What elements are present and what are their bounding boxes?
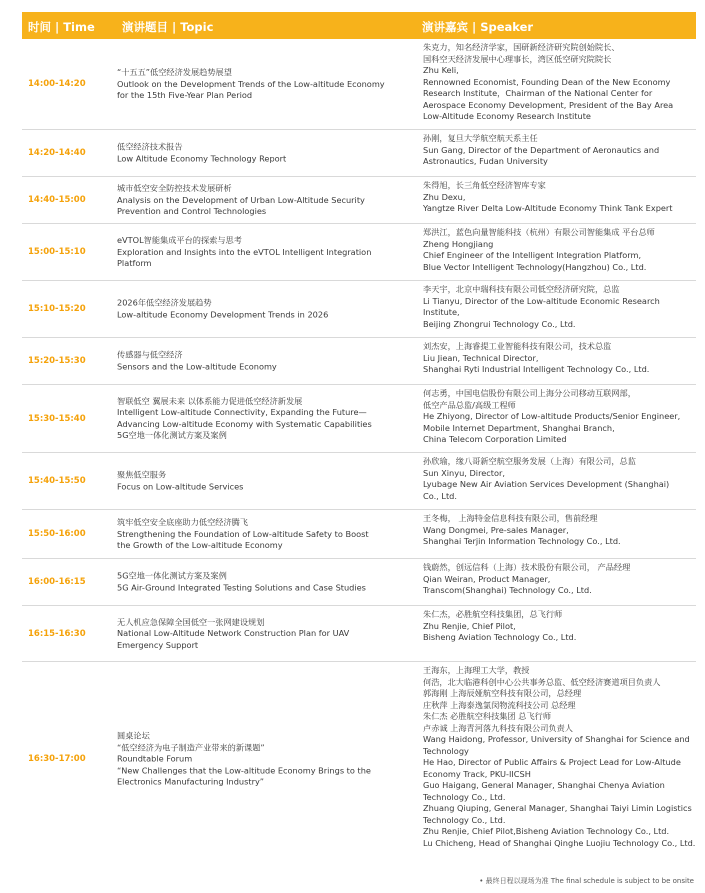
row-speaker-text: 朱仁杰，必胜航空科技集团，总飞行师 Zhu Renjie, Chief Pilot, Bisheng Aviation Technology Co., Ltd.: [423, 609, 577, 642]
row-speaker-text: 刘杰安，上海睿提工业智能科技有限公司，技术总监 Liu Jiean, Technical Director, Shanghai Ryti Industrial Intelligent Technology Co., Ltd.: [423, 341, 650, 374]
row-topic-text: 筑牢低空安全底座助力低空经济腾飞 Strengthening the Foundation of Low-altitude Safety to Boost the Growth of the Low-altitude Economy: [117, 516, 369, 550]
row-time: 15:20-15:30: [28, 356, 86, 366]
row-topic: [117, 142, 402, 165]
row-topic: [117, 616, 402, 651]
row-time: 15:00-15:10: [28, 247, 86, 257]
row-topic-text: 低空经济技术报告 Low Altitude Economy Technology Report: [117, 141, 287, 163]
row-speaker: [423, 456, 698, 502]
agenda-table: [22, 39, 696, 856]
row-topic-text: 城市低空安全防控技术发展研析 Analysis on the Development of Urban Low-Altitude Security Prevention and Control Technologies: [117, 182, 365, 216]
header-topic: 演讲题目 | Topic: [122, 20, 214, 34]
row-time: 15:10-15:20: [28, 304, 86, 314]
agenda-row: [22, 39, 696, 130]
row-topic-text: 智联低空 翼展未来 以体系能力促进低空经济新发展 Intelligent Low-altitude Connectivity, Expanding the Future— Advancing Low-altitude Economy with Systematic Capabilities 5G空地一体化测试方案及案例: [117, 395, 372, 440]
agenda-row: [22, 130, 696, 177]
row-speaker: [423, 665, 698, 849]
row-speaker-text: 郑洪江，蓝色向量智能科技（杭州）有限公司智能集成 平台总师 Zheng Hongjiang Chief Engineer of the Intelligent Integration Platform, Blue Vector Intelligent Technology(Hangzhou) Co., Ltd.: [423, 227, 655, 272]
agenda-row: [22, 224, 696, 281]
row-topic-text: 聚焦低空服务 Focus on Low-altitude Services: [117, 469, 244, 491]
table-header: [22, 12, 696, 39]
row-speaker-text: 钱蔚然，创远信科（上海）技术股份有限公司， 产品经理 Qian Weiran, Product Manager, Transcom(Shanghai) Technology Co., Ltd.: [423, 562, 631, 595]
row-speaker: [423, 42, 698, 123]
agenda-row: [22, 662, 696, 856]
agenda-row: [22, 510, 696, 559]
row-speaker-text: 朱得旭，长三角低空经济智库专家 Zhu Dexu, Yangtze River Delta Low-Altitude Economy Think Tank Expert: [423, 180, 673, 213]
row-speaker: [423, 513, 698, 548]
row-speaker: [423, 180, 698, 215]
agenda-row: [22, 177, 696, 224]
row-topic-text: “十五五”低空经济发展趋势展望 Outlook on the Development Trends of the Low-altitude Economy for the 15th Five-Year Plan Period: [117, 66, 385, 100]
row-time: 14:20-14:40: [28, 148, 86, 158]
agenda-row: [22, 453, 696, 510]
row-speaker-text: 王冬梅， 上海特金信息科技有限公司，售前经理 Wang Dongmei, Pre-sales Manager, Shanghai Terjin Information Technology Co., Ltd.: [423, 513, 621, 546]
agenda-row: [22, 338, 696, 385]
row-speaker: [423, 133, 698, 168]
header-speaker: 演讲嘉宾 | Speaker: [422, 20, 534, 34]
row-time: 14:00-14:20: [28, 79, 86, 89]
row-topic: [117, 730, 402, 788]
row-time: 16:15-16:30: [28, 628, 86, 639]
row-speaker-text: 孙欣瑜，缘八哥新空航空服务发展（上海）有限公司，总监 Sun Xinyu, Director, Lyubage New Air Aviation Services Development (Shanghai) Co., Ltd.: [423, 456, 670, 501]
row-topic: [117, 235, 402, 270]
agenda-row: [22, 559, 696, 606]
row-time: 16:30-17:00: [28, 754, 86, 764]
row-speaker: [423, 388, 698, 446]
row-topic-text: 圆桌论坛 “低空经济为电子制造产业带来的新课题” Roundtable Forum “New Challenges that the Low-altitude Economy Brings to the Electronics Manufacturing Industry”: [117, 730, 371, 787]
agenda-row: [22, 606, 696, 662]
row-topic: [117, 183, 402, 218]
row-topic-text: eVTOL智能集成平台的探索与思考 Exploration and Insights into the eVTOL Intelligent Integration Platform: [117, 234, 372, 268]
row-time: 14:40-15:00: [28, 195, 86, 205]
row-topic: [117, 517, 402, 552]
agenda-row: [22, 385, 696, 453]
row-time: 15:30-15:40: [28, 413, 86, 424]
row-topic: [117, 350, 402, 373]
row-topic: [117, 470, 402, 493]
row-topic-text: 5G空地一体化测试方案及案例 5G Air-Ground Integrated Testing Solutions and Case Studies: [117, 570, 366, 592]
row-speaker-text: 何志勇，中国电信股份有限公司上海分公司移动互联网部， 低空产品总监/高级工程师 He Zhiyong, Director of Low-altitude Products/Senior Engineer, Mobile Internet Department, Shanghai Branch, China Telecom Corporation Limited: [423, 388, 681, 444]
row-topic: [117, 396, 402, 442]
row-time: 15:40-15:50: [28, 476, 86, 486]
row-speaker-text: 朱克力，知名经济学家，国研新经济研究院创始院长、 国科空天经济发展中心理事长，湾区低空研究院院长 Zhu Keli, Rennowned Economist, Founding Dean of the New Economy Research Institute，Chairman of the National Center for Aerospace Economy Development, President of the Bay Area Low-Altitude Economy Research Institute: [423, 42, 674, 121]
row-speaker: [423, 609, 698, 644]
row-speaker-text: 李天宇，北京中瑞科技有限公司低空经济研究院，总监 Li Tianyu, Director of the Low-altitude Economic Research Institute, Beijing Zhongrui Technology Co., Ltd.: [423, 284, 660, 329]
row-topic-text: 2026年低空经济发展趋势 Low-altitude Economy Development Trends in 2026: [117, 297, 329, 319]
footer-note: • 最终日程以现场为准 The final schedule is subject to be onsite: [479, 877, 694, 885]
row-speaker: [423, 341, 698, 376]
header-time: 时间 | Time: [28, 20, 95, 34]
agenda-row: [22, 281, 696, 338]
row-speaker: [423, 227, 698, 273]
row-speaker-text: 王海东，上海理工大学，教授 何浩，北大临港科创中心公共事务总监、低空经济赛道项目负责人 郭海刚 上海辰娅航空科技有限公司，总经理 庄秋萍 上海泰逸氯闵物流科技公司 总经理 朱仁杰 必胜航空科技集团 总飞行师 卢赤诚 上海青河落九科技有限公司负责人 Wang Haidong, Professor, University of Shanghai for Science and Technology He Hao, Director of Public Affairs & Project Lead for Low-Altude Economy Track, PKU-IICSH Guo Haigang, General Manager, Shanghai Chenya Aviation Technology Co., Ltd. Zhuang Qiuping, General Manager, Shanghai Taiyi Limin Logistics Technology Co., Ltd. Zhu Renjie, Chief Pilot,Bisheng Aviation Technology Co., Ltd. Lu Chicheng, Head of Shanghai Qinghe Luojiu Technology Co., Ltd.: [423, 665, 696, 848]
row-time: 16:00-16:15: [28, 577, 86, 587]
row-topic-text: 无人机应急保障全国低空一张网建设规划 National Low-Altitude Network Construction Plan for UAV Emergency Support: [117, 616, 350, 650]
row-topic: [117, 298, 402, 321]
row-speaker: [423, 562, 698, 597]
row-topic: [117, 67, 402, 102]
row-time: 15:50-16:00: [28, 529, 86, 539]
row-topic-text: 传感器与低空经济 Sensors and the Low-altitude Economy: [117, 349, 277, 371]
row-speaker: [423, 284, 698, 330]
row-speaker-text: 孙刚，复旦大学航空航天系主任 Sun Gang, Director of the Department of Aeronautics and Astronautics, Fudan University: [423, 133, 660, 166]
row-topic: [117, 571, 402, 594]
